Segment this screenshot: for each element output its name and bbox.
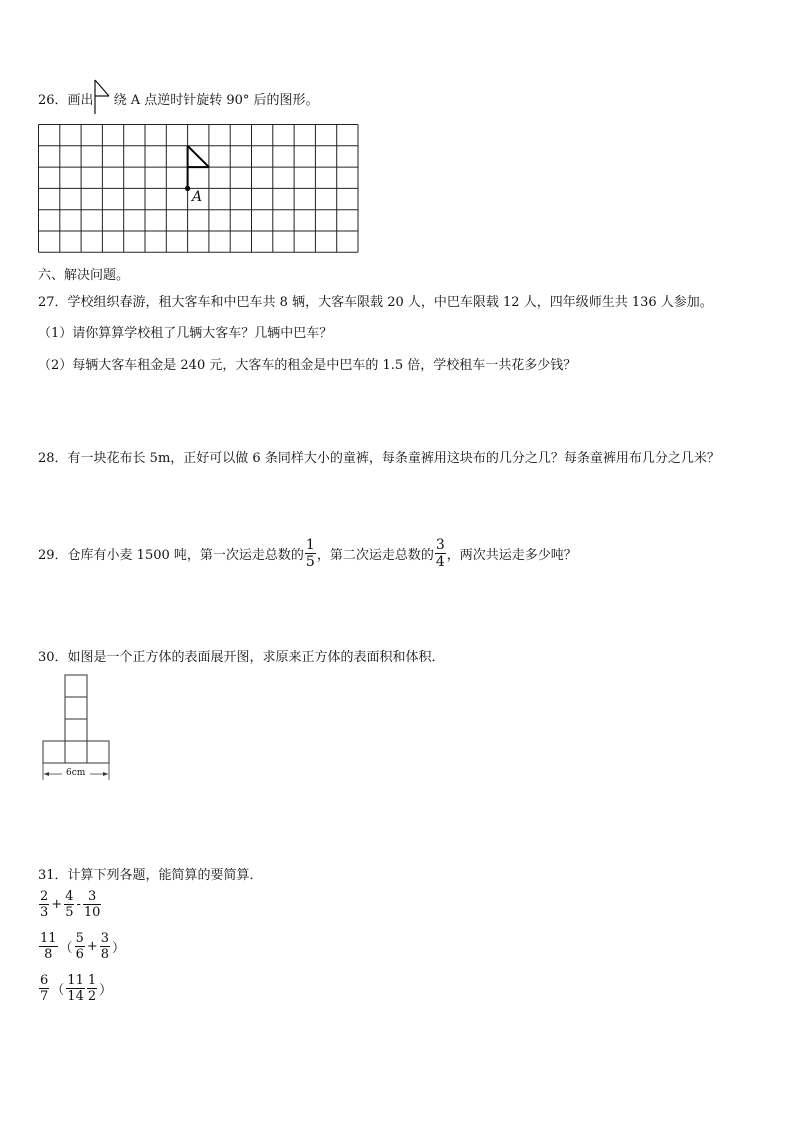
fraction: $\frac{1}{2}$ [87,973,97,1004]
q31-expression-1 [38,890,102,919]
q28-number: 28． [38,451,68,466]
q28-line [38,447,720,466]
q31-line [38,864,263,883]
q26-number: 26． [38,93,68,108]
q29-line [38,538,577,569]
fraction: $\frac{4}{5}$ [65,889,74,920]
section-title: 六、解决问题。 [38,268,130,283]
q26-point-label: A [192,189,203,205]
open-paren: （ [51,983,65,998]
close-paren: ） [99,983,113,998]
q27-sub1: （1）请你算算学校租了几辆大客车？几辆中巴车？ [38,326,333,341]
flag-diagonal [188,146,209,167]
close-paren: ） [112,941,126,956]
q29-part2: ，第二次运走总数的 [316,548,434,563]
q28-text: 有一块花布长 5m，正好可以做 6 条同样大小的童裤，每条童裤用这块布的几分之几？每条童裤用布几分之几米？ [67,451,720,466]
q27-number: 27． [38,295,68,310]
fraction: $\frac{5}{6}$ [75,931,84,962]
operator: + [86,939,98,954]
q27-text: 学校组织春游，租大客车和中巴车共 8 辆，大客车限载 20 人，中巴车限载 12 人，四年级师生共 136 人参加。 [67,295,713,310]
q26-suffix: 绕 A 点逆时针旋转 90° 后的图形。 [113,93,319,108]
q27-line [38,291,713,310]
q31-expression-3 [38,974,113,1003]
q26-line [38,88,319,108]
cube-net-dimension-label: 6cm [66,768,86,778]
fraction: $\frac{2}{3}$ [40,889,49,920]
fraction: $\frac{6}{7}$ [40,973,49,1004]
fraction: $\frac{11}{8}$ [40,931,57,962]
operator: + [51,897,63,912]
q29-part1: 仓库有小麦 1500 吨，第一次运走总数的 [67,548,304,563]
operator: - [76,897,81,912]
fraction: $\frac{3}{10}$ [83,889,101,920]
q30-text: 如图是一个正方体的表面展开图，求原来正方体的表面积和体积． [67,650,445,665]
open-paren: （ [59,941,73,956]
point-a-marker [185,186,190,191]
fraction: $\frac{3}{8}$ [100,931,110,962]
q30-line [38,646,445,665]
q31-expression-2 [38,932,126,961]
q26-flag-figure [93,78,117,116]
q31-text: 计算下列各题，能简算的要简算． [67,868,263,883]
q27-sub2: （2）每辆大客车租金是 240 元，大客车的租金是中巴车的 1.5 倍，学校租车一共花多少钱？ [38,358,577,373]
fraction: $\frac{11}{14}$ [67,973,84,1004]
q31-number: 31． [38,868,68,883]
q29-fraction-1: $\frac{1}{5}$ [305,537,315,570]
q30-number: 30． [38,650,68,665]
q29-number: 29． [38,548,68,563]
q26-prefix: 画出 [67,93,94,108]
q29-fraction-2: $\frac{3}{4}$ [435,537,445,570]
q29-part3: ，两次共运走多少吨？ [446,548,577,563]
